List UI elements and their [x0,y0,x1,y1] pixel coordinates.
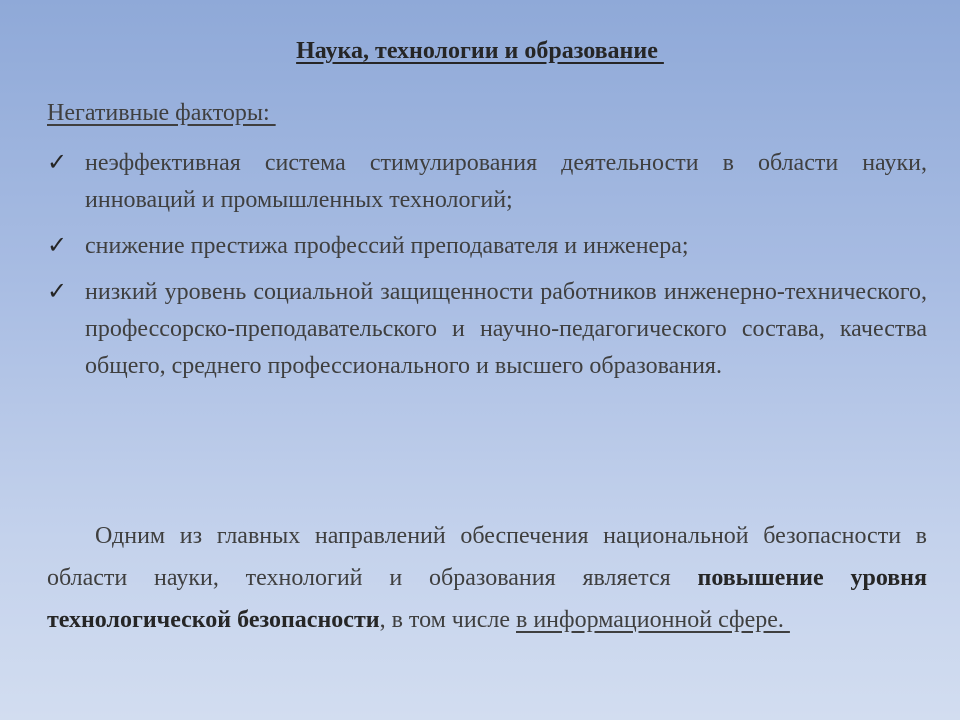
list-item [47,228,927,265]
paragraph-emphasis: повышение уровня технологической безопасности [47,565,927,633]
list-item [47,145,927,219]
paragraph-underlined: в информационной сфере. [516,607,790,633]
list-item-text: снижение престижа профессий преподавателя и инженера; [85,233,689,259]
paragraph-text-start: Одним из главных направлений обеспечения национальной безопасности в области науки, технологий и образования является [47,523,927,591]
checkmark-icon: ✓ [47,231,68,259]
negative-factors-heading: Негативные факторы: [47,100,276,126]
slide-title-text: Наука, технологии и образование [296,38,664,64]
checkmark-icon: ✓ [47,148,68,176]
checkmark-icon: ✓ [47,277,68,305]
conclusion-paragraph [47,515,927,641]
paragraph-text-middle: , в том числе [379,607,516,633]
list-item [47,274,927,385]
factors-list [47,145,927,394]
slide-title [0,38,960,65]
list-item-text: низкий уровень социальной защищенности работников инженерно-технического, профессорско-преподавательского и научно-педагогического состава, качества общего, среднего профессионального и высшего образования. [85,279,927,379]
list-item-text: неэффективная система стимулирования деятельности в области науки, инноваций и промышленных технологий; [85,150,927,213]
